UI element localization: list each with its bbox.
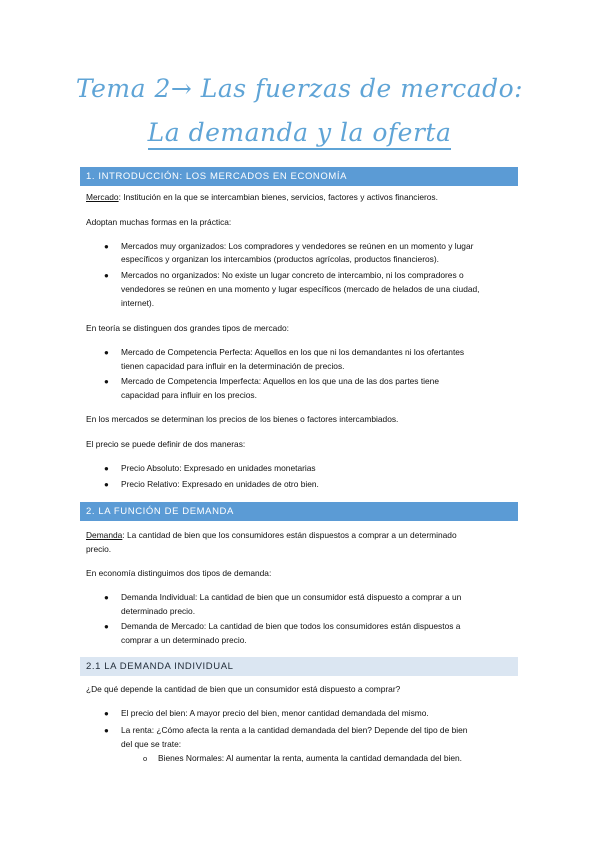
definition-term: Demanda bbox=[86, 530, 123, 540]
list-item-line: tienen capacidad para influir en la determinación de precios. bbox=[121, 361, 345, 371]
definition-continuation: precio. bbox=[86, 544, 112, 554]
list-item-line: internet). bbox=[121, 298, 155, 308]
paragraph: En los mercados se determinan los precios de los bienes o factores intercambiados. bbox=[86, 414, 399, 424]
definition-term: Mercado bbox=[86, 192, 119, 202]
definition-demanda bbox=[86, 530, 457, 541]
page-subtitle bbox=[0, 118, 599, 147]
bullet-icon: ● bbox=[104, 622, 109, 631]
paragraph: Adoptan muchas formas en la práctica: bbox=[86, 217, 232, 227]
sub-list-item-line: Bienes Normales: Al aumentar la renta, aumenta la cantidad demandada del bien. bbox=[158, 753, 463, 763]
bullet-icon: ● bbox=[104, 377, 109, 386]
subsection-heading-demanda-individual: 2.1 LA DEMANDA INDIVIDUAL bbox=[80, 657, 518, 676]
bullet-icon: ● bbox=[104, 242, 109, 251]
bullet-icon: ● bbox=[104, 348, 109, 357]
bullet-icon: ● bbox=[104, 480, 109, 489]
list-item-line: Mercado de Competencia Perfecta: Aquellos en los que ni los demandantes ni los ofertantes bbox=[121, 347, 465, 357]
section-heading-funcion-demanda: 2. LA FUNCIÓN DE DEMANDA bbox=[80, 502, 518, 521]
bullet-icon: ● bbox=[104, 271, 109, 280]
list-item-line: Mercado de Competencia Imperfecta: Aquellos en los que una de las dos partes tiene bbox=[121, 376, 439, 386]
definition-text: : La cantidad de bien que los consumidores están dispuestos a comprar a un determinado bbox=[122, 530, 457, 540]
bullet-icon: ● bbox=[104, 593, 109, 602]
list-item-line: Mercados no organizados: No existe un lugar concreto de intercambio, ni los compradores o bbox=[121, 270, 464, 280]
list-item-line: Mercados muy organizados: Los compradores y vendedores se reúnen en un momento y lugar bbox=[121, 241, 474, 251]
definition-mercado bbox=[86, 192, 438, 203]
bullet-icon: ● bbox=[104, 726, 109, 735]
page-title: Tema 2→ Las fuerzas de mercado: bbox=[75, 74, 524, 103]
paragraph: El precio se puede definir de dos maneras: bbox=[86, 439, 246, 449]
bullet-icon: ● bbox=[104, 464, 109, 473]
paragraph: En economía distinguimos dos tipos de demanda: bbox=[86, 568, 272, 578]
list-item-line: Precio Absoluto: Expresado en unidades monetarias bbox=[121, 463, 316, 473]
bullet-icon: ● bbox=[104, 709, 109, 718]
question: ¿De qué depende la cantidad de bien que un consumidor está dispuesto a comprar? bbox=[86, 684, 401, 694]
sub-bullet-icon: o bbox=[143, 754, 148, 763]
list-item-line: Demanda Individual: La cantidad de bien que un consumidor está dispuesto a comprar a un bbox=[121, 592, 462, 602]
list-item-line: determinado precio. bbox=[121, 606, 196, 616]
list-item-line: El precio del bien: A mayor precio del bien, menor cantidad demandada del mismo. bbox=[121, 708, 429, 718]
list-item-line: Demanda de Mercado: La cantidad de bien que todos los consumidores están dispuestos a bbox=[121, 621, 461, 631]
list-item-line: específicos y organizan los intercambios (productos agrícolas, productos financieros). bbox=[121, 254, 439, 264]
section-heading-introduccion: 1. INTRODUCCIÓN: LOS MERCADOS EN ECONOMÍA bbox=[80, 167, 518, 186]
paragraph: En teoría se distinguen dos grandes tipos de mercado: bbox=[86, 323, 289, 333]
definition-text: : Institución en la que se intercambian bienes, servicios, factores y activos financieros. bbox=[118, 192, 438, 202]
list-item-line: vendedores se reúnen en una momento y lugar específicos (mercado de helados de una ciudad, bbox=[121, 284, 480, 294]
list-item-line: La renta: ¿Cómo afecta la renta a la cantidad demandada del bien? Depende del tipo de bien bbox=[121, 725, 468, 735]
list-item-line: capacidad para influir en los precios. bbox=[121, 390, 257, 400]
list-item-line: Precio Relativo: Expresado en unidades de otro bien. bbox=[121, 479, 319, 489]
list-item-line: comprar a un determinado precio. bbox=[121, 635, 247, 645]
list-item-line: del que se trate: bbox=[121, 739, 182, 749]
page-subtitle-text: La demanda y la oferta bbox=[148, 118, 452, 150]
